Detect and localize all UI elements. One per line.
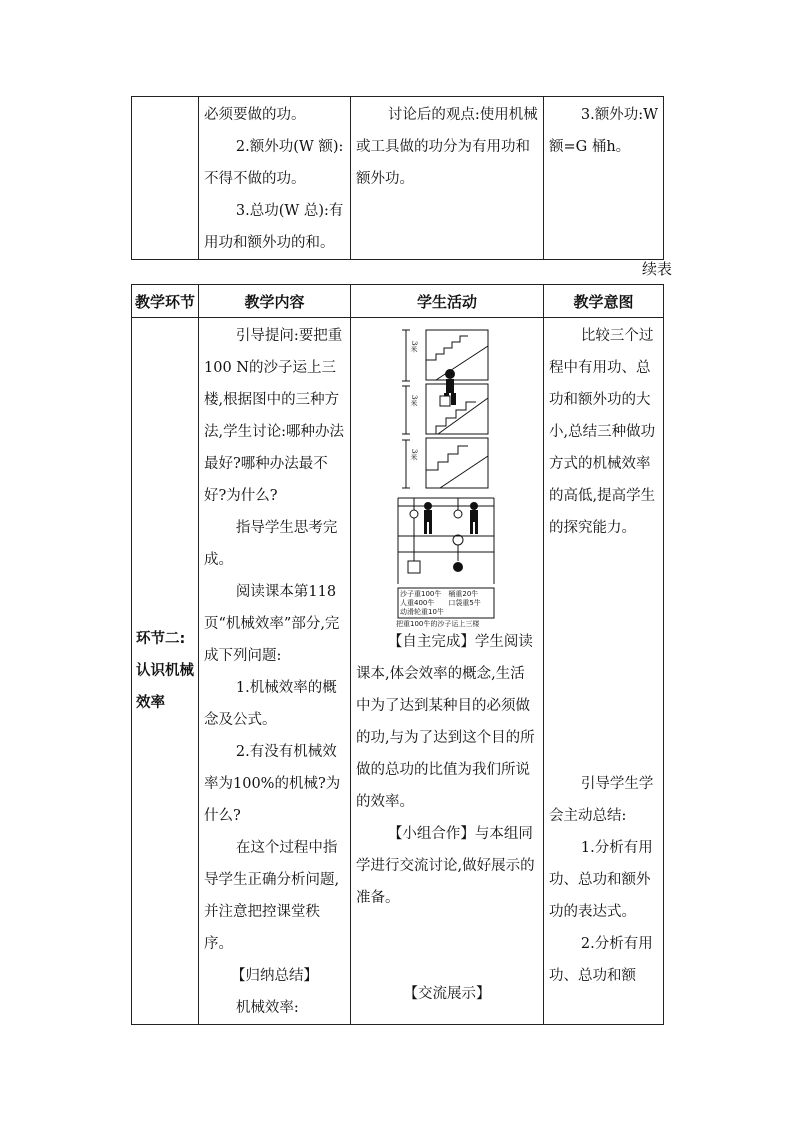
main-table bbox=[131, 284, 664, 1025]
intent-item: 1.分析有用功、总功和额外功的表达式。 bbox=[549, 840, 653, 920]
figure-caption: 把重100牛的沙子运上三楼 bbox=[396, 620, 480, 628]
content-cell bbox=[199, 318, 351, 1025]
top-col2-cell bbox=[199, 97, 351, 260]
content-item: 2.有没有机械效率为100%的机械?为什么? bbox=[204, 744, 341, 824]
intent-item: 2.分析有用功、总功和额 bbox=[549, 936, 653, 984]
stairs-illustration bbox=[396, 326, 496, 626]
header-content: 教学内容 bbox=[199, 285, 351, 318]
figure-legend bbox=[400, 590, 494, 617]
floor-label-2: 3米 bbox=[410, 395, 418, 407]
top-col2-line2: 2.额外功(W 额):不得不做的功。 bbox=[204, 139, 344, 187]
content-item: 1.机械效率的概念及公式。 bbox=[204, 680, 337, 728]
floor-label-1: 3米 bbox=[410, 341, 418, 353]
activity-cell bbox=[351, 318, 544, 1025]
intent-cell bbox=[544, 318, 664, 1025]
header-intent: 教学意图 bbox=[544, 285, 664, 318]
content-item: 在这个过程中指导学生正确分析问题,并注意把控课堂秩序。 bbox=[204, 840, 340, 952]
activity-item: 【小组合作】与本组同学进行交流讨论,做好展示的准备。 bbox=[356, 826, 535, 906]
top-col3-cell bbox=[351, 97, 544, 260]
content-item: 【归纳总结】 bbox=[231, 968, 318, 984]
floor-label-3: 3米 bbox=[410, 449, 418, 461]
content-item: 引导提问:要把重100 N的沙子运上三楼,根据图中的三种方法,学生讨论:哪种办法最好?哪种办法最不好?为什么? bbox=[204, 328, 344, 504]
header-stage: 教学环节 bbox=[132, 285, 199, 318]
legend-line: 沙子重100牛 桶重20牛 bbox=[400, 590, 479, 598]
top-col1-cell bbox=[132, 97, 199, 260]
stairs-figure bbox=[396, 326, 496, 626]
content-item: 机械效率: bbox=[235, 1000, 299, 1016]
top-col3-text: 讨论后的观点:使用机械或工具做的功分为有用功和额外功。 bbox=[356, 107, 538, 187]
top-col2-line3: 3.总功(W 总):有用功和额外功的和。 bbox=[204, 203, 344, 251]
top-col4-text: 3.额外功:W 额=G 桶h。 bbox=[549, 107, 659, 155]
legend-line: 动滑轮重10牛 bbox=[400, 608, 444, 616]
intent-item: 引导学生学会主动总结: bbox=[549, 776, 654, 824]
intent-item: 比较三个过程中有用功、总功和额外功的大小,总结三种做功方式的机械效率的高低,提高学生的探究能力。 bbox=[549, 328, 656, 536]
top-col2-line1: 必须要做的功。 bbox=[204, 107, 306, 123]
continued-label: 续表 bbox=[641, 260, 672, 278]
section-label: 环节二:认识机械效率 bbox=[136, 631, 194, 711]
top-table bbox=[131, 96, 664, 260]
legend-line: 人重400牛 口袋重5牛 bbox=[400, 599, 481, 607]
section-cell bbox=[132, 318, 199, 1025]
content-item: 指导学生思考完成。 bbox=[204, 520, 338, 568]
top-col4-cell bbox=[544, 97, 664, 260]
activity-item: 【自主完成】学生阅读课本,体会效率的概念,生活中为了达到某种目的必须做的功,与为了达到这个目的所做的总功的比值为我们所说的效率。 bbox=[356, 634, 535, 810]
header-activity: 学生活动 bbox=[351, 285, 544, 318]
content-item: 阅读课本第118页“机械效率”部分,完成下列问题: bbox=[204, 584, 340, 664]
activity-item: 【交流展示】 bbox=[403, 986, 491, 1002]
